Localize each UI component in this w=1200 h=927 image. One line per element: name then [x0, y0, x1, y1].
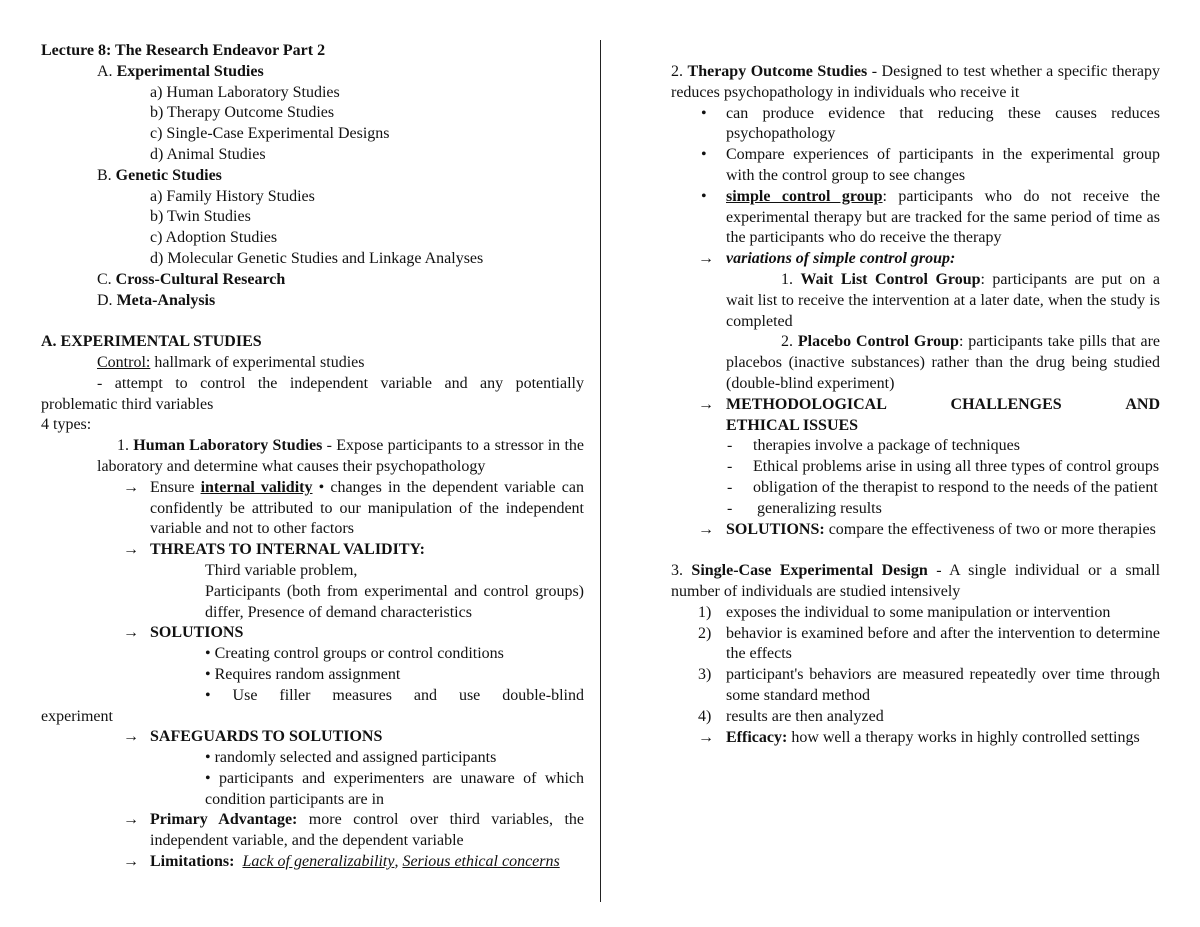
solutions-heading: → SOLUTIONS [123, 624, 244, 642]
tos-bullet: • simple control group: participants who do not receive the experimental therapy but are tracked for the same period of time as the participants who do receive the therapy [701, 187, 1161, 247]
solution-item: • Use filler measures and use double-blind [205, 686, 584, 704]
outline-d: D. Meta-Analysis [97, 291, 216, 309]
left-column [41, 41, 584, 873]
lecture-title: Lecture 8: The Research Endeavor Part 2 [41, 42, 326, 59]
sced-step: 4) results are then analyzed [698, 707, 884, 725]
outline-item: d) Animal Studies [150, 145, 266, 163]
ensure-validity: → Ensure internal validity • changes in the dependent variable can confidently be attributed to our manipulation of the independent variable and not to other factors [123, 478, 584, 538]
tos-bullet: • can produce evidence that reducing these causes reduces psychopathology [701, 104, 1160, 143]
threats-heading: → THREATS TO INTERNAL VALIDITY: [123, 541, 425, 559]
spacer [41, 311, 584, 332]
sced-step: 1) exposes the individual to some manipulation or intervention [698, 603, 1111, 621]
issue-item: - obligation of the therapist to respond to the needs of the patient [727, 478, 1158, 496]
issue-item: - therapies involve a package of techniques [727, 437, 1020, 455]
variations-heading: → variations of simple control group: [698, 250, 956, 268]
outline-item: c) Single-Case Experimental Designs [150, 125, 390, 143]
section-heading: A. EXPERIMENTAL STUDIES [41, 333, 262, 351]
primary-advantage: → Primary Advantage: more control over third variables, the independent variable, and the dependent variable [123, 811, 584, 850]
safeguard-item: • participants and experimenters are unaware of which condition participants are in [205, 769, 584, 808]
outline-item: a) Human Laboratory Studies [150, 83, 340, 101]
sced-step: 2) behavior is examined before and after the intervention to determine the effects [698, 624, 1160, 663]
tos-heading: 2. Therapy Outcome Studies - Designed to test whether a specific therapy reduces psychopathology in individuals who receive it [671, 63, 1161, 101]
outline-item: a) Family History Studies [150, 187, 315, 205]
right-column [671, 62, 1160, 748]
outline-item: b) Twin Studies [150, 208, 251, 226]
efficacy: → Efficacy: how well a therapy works in highly controlled settings [698, 728, 1140, 746]
outline-b: B. Genetic Studies [97, 166, 222, 184]
threat-item: Participants (both from experimental and control groups) differ, Presence of demand characteristics [205, 582, 584, 621]
outline-item: d) Molecular Genetic Studies and Linkage Analyses [150, 249, 484, 267]
tos-solutions: → SOLUTIONS: compare the effectiveness of two or more therapies [698, 520, 1156, 538]
safeguards-heading: → SAFEGUARDS TO SOLUTIONS [123, 728, 383, 746]
control-attempt: - attempt to control the independent variable and any potentially problematic third variables [41, 374, 584, 413]
wait-list-group: 1. Wait List Control Group: participants are put on a wait list to receive the intervention at a later date, when the study is completed [726, 270, 1160, 330]
issue-item: - generalizing results [727, 499, 882, 517]
methodological-heading: → METHODOLOGICAL CHALLENGES AND ETHICAL ISSUES [698, 395, 1160, 434]
solution-item: • Creating control groups or control conditions [205, 645, 504, 663]
column-divider [600, 40, 601, 902]
outline-a: A. Experimental Studies [97, 62, 264, 80]
solution-item: • Requires random assignment [205, 665, 401, 683]
control-definition: Control: hallmark of experimental studies [97, 353, 365, 371]
issue-item: - Ethical problems arise in using all three types of control groups [727, 458, 1160, 476]
tos-bullet: • Compare experiences of participants in the experimental group with the control group to see changes [701, 146, 1160, 184]
threat-item: Third variable problem, [205, 561, 358, 579]
sced-step: 3) participant's behaviors are measured repeatedly over time through some standard method [698, 666, 1160, 704]
solution-item-continued: experiment [41, 707, 113, 725]
outline-item: c) Adoption Studies [150, 229, 278, 247]
spacer [671, 540, 1160, 561]
outline-c: C. Cross-Cultural Research [97, 270, 286, 288]
hls-heading: 1. Human Laboratory Studies - Expose participants to a stressor in the laboratory and determine what causes their psychopathology [97, 437, 585, 475]
outline-item: b) Therapy Outcome Studies [150, 104, 335, 122]
safeguard-item: • randomly selected and assigned participants [205, 749, 497, 767]
sced-heading: 3. Single-Case Experimental Design - A single individual or a small number of individuals are studied intensively [671, 562, 1161, 600]
types-label: 4 types: [41, 416, 92, 434]
limitations: → Limitations: Lack of generalizability, Serious ethical concerns [123, 853, 560, 871]
placebo-group: 2. Placebo Control Group: participants take pills that are placebos (inactive substances) rather than the drug being studied (double-blind experiment) [726, 333, 1160, 392]
